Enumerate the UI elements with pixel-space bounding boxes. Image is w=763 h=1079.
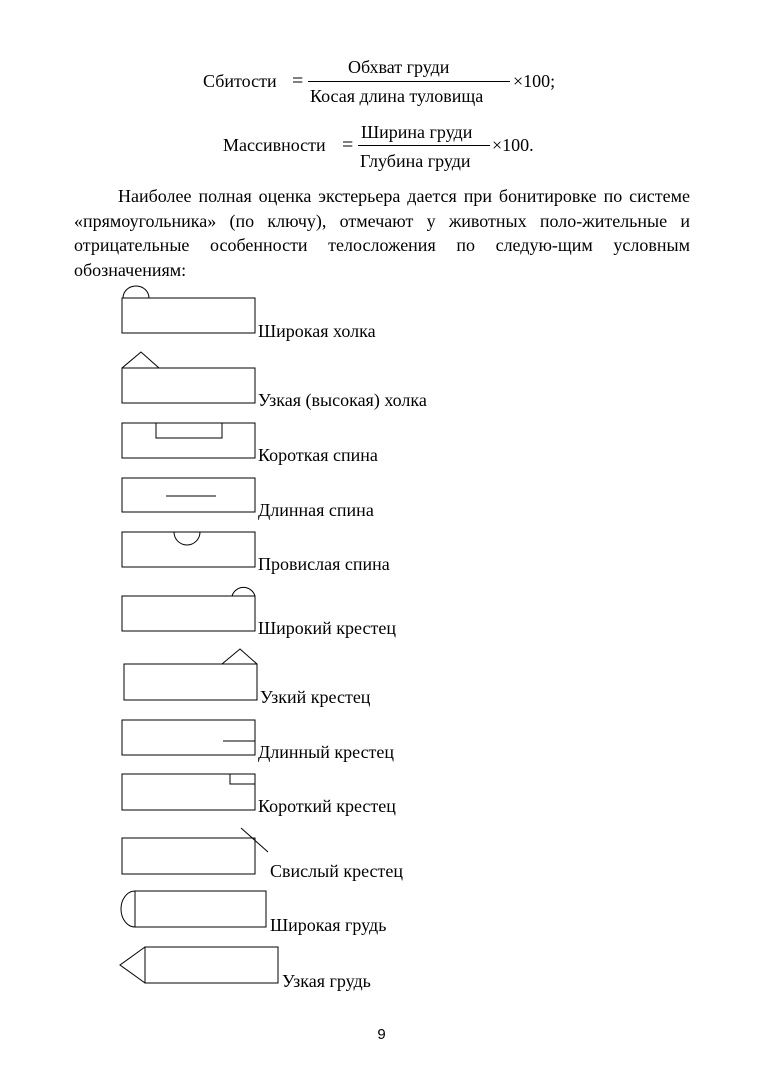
- page-number: 9: [377, 1026, 386, 1043]
- body-paragraph-text: Наиболее полная оценка экстерьера дается при бонитировке по системе «прямоугольника» (по ключу), отмечают у животных поло-жительные и отрицательные особенности телосложения по следую-щим условным обозначениям:: [74, 186, 690, 280]
- formula-1-denominator: Косая длина туловища: [310, 86, 484, 106]
- symbol-long-croup: [122, 720, 255, 755]
- symbol-wide-withers: [122, 286, 255, 333]
- symbol-short-back: [122, 423, 255, 458]
- formula-2-numerator: Ширина груди: [361, 122, 473, 142]
- legend-label-2: Узкая (высокая) холка: [258, 390, 427, 410]
- legend-label-7: Узкий крестец: [260, 687, 371, 707]
- legend-label-11: Широкая грудь: [270, 915, 387, 935]
- formula-2-equals: =: [342, 134, 354, 156]
- symbol-drooping-croup: [122, 828, 268, 874]
- legend-label-5: Провислая спина: [258, 554, 390, 574]
- legend-label-4: Длинная спина: [258, 500, 374, 520]
- symbol-narrow-chest: [120, 947, 278, 983]
- formula-2-multiplier: ×100.: [492, 135, 534, 155]
- legend-label-1: Широкая холка: [258, 321, 376, 341]
- symbol-narrow-withers: [122, 352, 255, 403]
- legend-label-6: Широкий крестец: [258, 618, 396, 638]
- formula-1-numerator: Обхват груди: [348, 57, 450, 77]
- legend-label-9: Короткий крестец: [258, 796, 396, 816]
- formula-1-name: Сбитости: [203, 71, 277, 91]
- formula-1-equals: =: [292, 70, 304, 92]
- formula-2-name: Массивности: [223, 135, 326, 155]
- legend-label-8: Длинный крестец: [258, 742, 395, 762]
- symbol-narrow-croup: [124, 649, 257, 700]
- formula-1-multiplier: ×100;: [513, 71, 556, 91]
- symbol-sagging-back: [122, 532, 255, 567]
- formula-2-denominator: Глубина груди: [360, 151, 471, 171]
- legend-label-10: Свислый крестец: [270, 861, 403, 881]
- symbol-long-back: [122, 478, 255, 512]
- symbol-wide-croup: [122, 587, 255, 631]
- legend-label-12: Узкая грудь: [282, 971, 371, 991]
- symbol-wide-chest: [121, 891, 266, 927]
- legend-label-3: Короткая спина: [258, 445, 378, 465]
- symbol-short-croup: [122, 774, 255, 810]
